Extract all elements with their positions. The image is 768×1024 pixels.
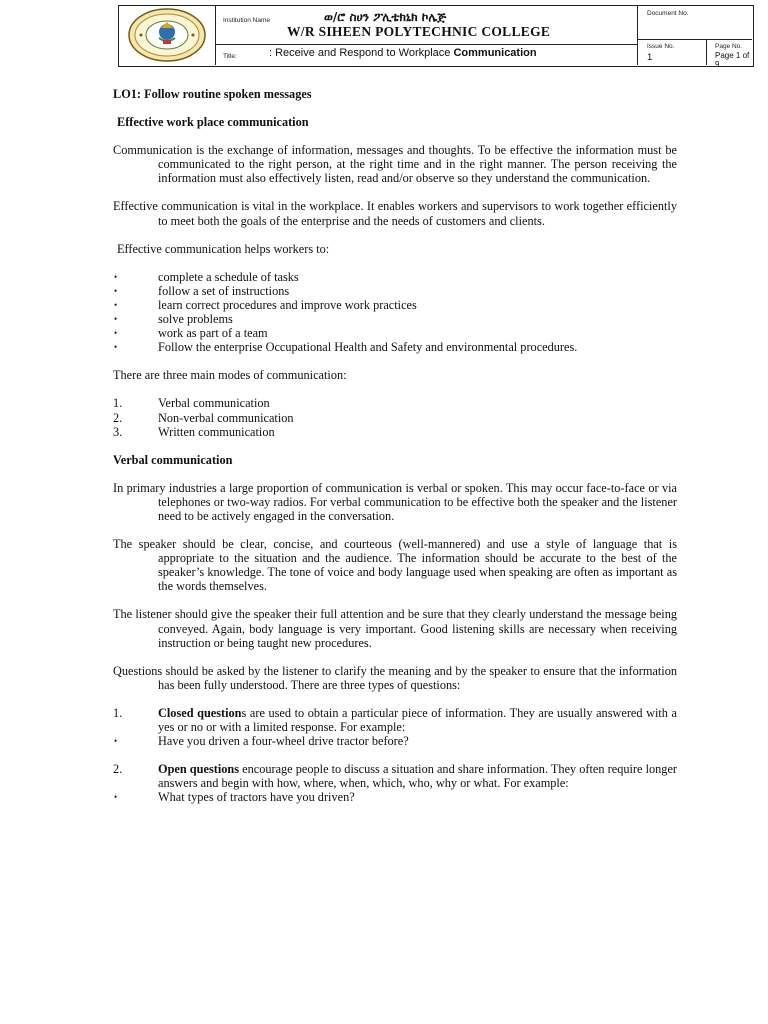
list-item-text: follow a set of instructions xyxy=(158,283,290,298)
document-title-bold: Communication xyxy=(453,47,537,59)
list-item-text: work as part of a team xyxy=(158,326,268,341)
list-item xyxy=(113,790,677,804)
section-heading: Verbal communication xyxy=(113,452,233,467)
title-label: Title: xyxy=(223,53,237,60)
document-body xyxy=(113,87,677,804)
list-item xyxy=(113,396,677,410)
section-heading: Effective work place communication xyxy=(117,115,309,130)
list-number: 1. xyxy=(113,705,123,720)
question-type-item xyxy=(113,706,677,734)
issue-number-label: Issue No. xyxy=(647,43,675,50)
list-item xyxy=(113,298,677,312)
list-number: 2. xyxy=(113,762,123,777)
bullet-icon: • xyxy=(114,299,118,310)
list-item-text: Follow the enterprise Occupational Health and Safety and environmental procedures. xyxy=(158,340,578,355)
question-type-description: encourage people to discuss a situation and share information. They often require longer answers and begin with how, where, when, which, who, why or what. For example: xyxy=(158,762,677,791)
list-item xyxy=(113,284,677,298)
header-divider xyxy=(215,44,637,45)
bullet-icon: • xyxy=(114,342,118,353)
question-type-item xyxy=(113,762,677,790)
issue-number-value: 1 xyxy=(647,52,653,63)
bullet-icon: • xyxy=(114,285,118,296)
document-header xyxy=(118,5,754,67)
list-item xyxy=(113,326,677,340)
question-type-description: s are used to obtain a particular piece of information. They are usually answered with a yes or no or with a limited response. For example: xyxy=(158,705,677,734)
list-number: 2. xyxy=(113,410,123,425)
list-item-text: complete a schedule of tasks xyxy=(158,269,299,284)
list-item-text: solve problems xyxy=(158,312,233,327)
bullet-icon: • xyxy=(114,328,118,339)
document-number-label: Document No. xyxy=(647,10,689,17)
paragraph: The speaker should be clear, concise, and courteous (well-mannered) and use a style of language that is appropriate to the situation and the audience. The information should be accurate to the best of the speaker’s knowledge. The tone of voice and body language used when speaking are often as important as the words themselves. xyxy=(113,537,677,594)
list-item xyxy=(113,734,677,748)
list-item-text: learn correct procedures and improve work practices xyxy=(158,297,417,312)
paragraph: In primary industries a large proportion of communication is verbal or spoken. This may occur face-to-face or via telephones or two-way radios. For verbal communication to be effective both the speaker and the listener need to be actively engaged in the conversation. xyxy=(113,480,677,523)
bullet-icon: • xyxy=(114,271,118,282)
paragraph: Effective communication is vital in the workplace. It enables workers and supervisors to work together efficiently to meet both the goals of the enterprise and the needs of customers and clients. xyxy=(113,199,677,228)
list-item-text: Written communication xyxy=(158,424,275,439)
learning-outcome-heading: LO1: Follow routine spoken messages xyxy=(113,87,312,101)
example-text: Have you driven a four-wheel drive tractor before? xyxy=(158,734,409,749)
modes-list xyxy=(113,396,677,438)
list-item xyxy=(113,270,677,284)
page-number-label: Page No. xyxy=(715,43,743,50)
page-number-value: Page 1 of 9 xyxy=(715,51,750,69)
list-item xyxy=(113,425,677,439)
logo-cell xyxy=(119,6,216,65)
bullet-icon: • xyxy=(114,314,118,325)
question-type-name: Open questions xyxy=(158,762,240,777)
list-item-text: Verbal communication xyxy=(158,396,270,411)
document-title xyxy=(269,47,537,59)
list-item-text: Non-verbal communication xyxy=(158,410,294,425)
document-title-prefix: : Receive and Respond to Workplace xyxy=(269,47,454,59)
list-item xyxy=(113,312,677,326)
list-item xyxy=(113,340,677,354)
question-type-name: Closed question xyxy=(158,705,242,720)
list-intro: Effective communication helps workers to: xyxy=(117,241,330,256)
header-divider xyxy=(637,39,752,40)
helps-list xyxy=(113,270,677,355)
list-intro: There are three main modes of communication: xyxy=(113,368,347,383)
college-seal-logo-icon xyxy=(127,8,207,62)
list-number: 1. xyxy=(113,396,123,411)
institution-name-amharic: ወ/ሮ ስሀን ፖሊቴክኒክ ኮሌጅ xyxy=(324,10,447,24)
example-text: What types of tractors have you driven? xyxy=(158,790,355,805)
header-divider xyxy=(706,39,707,65)
header-divider xyxy=(637,6,638,65)
list-number: 3. xyxy=(113,424,123,439)
institution-label: Institution Name xyxy=(223,17,270,24)
bullet-icon: • xyxy=(114,792,118,803)
paragraph: The listener should give the speaker their full attention and be sure that they clearly understand the message being conveyed. Again, body language is very important. Good listening skills are necessary when receiving instruction or being taught new procedures. xyxy=(113,607,677,650)
paragraph: Communication is the exchange of information, messages and thoughts. To be effective the information must be communicated to the right person, at the right time and in the right manner. The person receiving the information must also effectively listen, read and/or observe so they understand the communication. xyxy=(113,143,677,186)
institution-name: W/R SIHEEN POLYTECHNIC COLLEGE xyxy=(287,24,551,39)
list-item xyxy=(113,411,677,425)
bullet-icon: • xyxy=(114,736,118,747)
paragraph: Questions should be asked by the listener to clarify the meaning and by the speaker to ensure that the information has been fully understood. There are three types of questions: xyxy=(113,663,677,692)
